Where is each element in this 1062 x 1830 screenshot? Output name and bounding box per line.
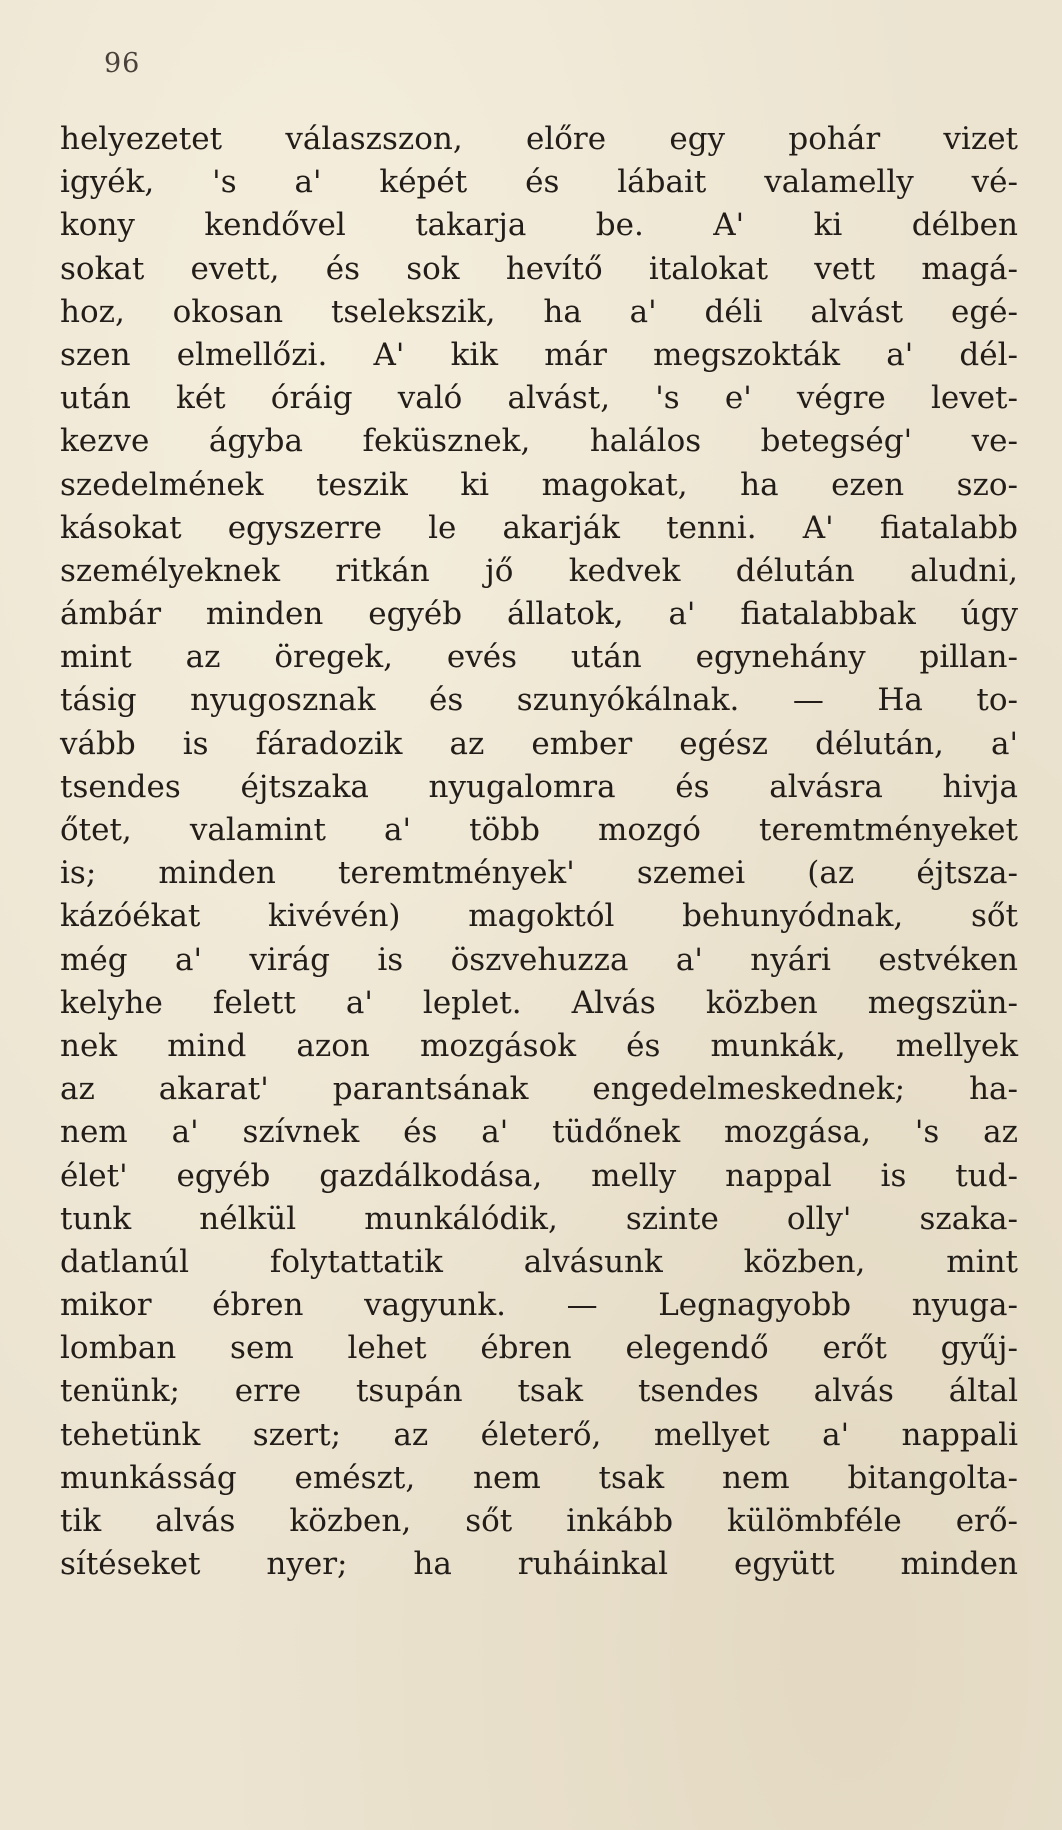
text-line: ámbár minden egyéb állatok, a' fiatalabbak úgy — [60, 596, 1018, 633]
text-line: mint az öregek, evés után egynehány pillan- — [60, 639, 1018, 676]
text-line: élet' egyéb gazdálkodása, melly nappal is tud- — [60, 1157, 1018, 1194]
text-line: őtet, valamint a' több mozgó teremtményeket — [60, 812, 1018, 848]
text-line: még a' virág is öszvehuzza a' nyári estvéken — [60, 941, 1018, 978]
text-line: tehetünk szert; az életerő, mellyet a' nappali — [60, 1416, 1018, 1453]
text-line: sítéseket nyer; ha ruháinkal együtt minden — [60, 1546, 1018, 1583]
text-line: tik alvás közben, sőt inkább külömbféle erő- — [60, 1503, 1018, 1539]
page-number: 96 — [104, 48, 141, 79]
text-line: tunk nélkül munkálódik, szinte olly' szaka- — [60, 1200, 1018, 1237]
text-line: tenünk; erre tsupán tsak tsendes alvás által — [60, 1373, 1018, 1410]
body-text — [60, 118, 1018, 1586]
text-line: kelyhe felett a' leplet. Alvás közben megszün- — [60, 984, 1018, 1021]
text-line: kázóékat kivévén) magoktól behunyódnak, sőt — [60, 898, 1018, 935]
text-line: kásokat egyszerre le akarják tenni. A' fiatalabb — [60, 509, 1018, 546]
text-line: nem a' szívnek és a' tüdőnek mozgása, 's az — [60, 1114, 1018, 1151]
text-line: sokat evett, és sok hevítő italokat vett magá- — [60, 250, 1018, 287]
text-line: szen elmellőzi. A' kik már megszokták a' dél- — [60, 336, 1018, 373]
text-line: kony kendővel takarja be. A' ki délben — [60, 207, 1018, 244]
text-line: datlanúl folytattatik alvásunk közben, mint — [60, 1243, 1018, 1280]
text-line: tásig nyugosznak és szunyókálnak. — Ha to- — [60, 682, 1018, 719]
text-line: vább is fáradozik az ember egész délután, a' — [60, 725, 1018, 762]
text-line: igyék, 's a' képét és lábait valamelly vé- — [60, 164, 1018, 201]
text-line: helyezetet válaszszon, előre egy pohár vizet — [60, 121, 1018, 157]
text-line: lomban sem lehet ébren elegendő erőt gyűj- — [60, 1330, 1018, 1367]
text-line: az akarat' parantsának engedelmeskednek; ha- — [60, 1071, 1018, 1108]
text-line: munkásság emészt, nem tsak nem bitangolta- — [60, 1459, 1018, 1496]
text-line: után két óráig való alvást, 's e' végre levet- — [60, 380, 1018, 417]
text-line: személyeknek ritkán jő kedvek délután aludni, — [60, 552, 1018, 589]
text-line: hoz, okosan tselekszik, ha a' déli alvást egé- — [60, 293, 1018, 330]
text-line: nek mind azon mozgások és munkák, mellyek — [60, 1027, 1018, 1064]
text-line: szedelmének teszik ki magokat, ha ezen szo- — [60, 466, 1018, 503]
text-line: tsendes éjtszaka nyugalomra és alvásra hivja — [60, 768, 1018, 805]
text-line: mikor ébren vagyunk. — Legnagyobb nyuga- — [60, 1287, 1018, 1324]
text-line: is; minden teremtmények' szemei (az éjtsza- — [60, 855, 1018, 892]
text-line: kezve ágyba feküsznek, halálos betegség' ve- — [60, 423, 1018, 460]
